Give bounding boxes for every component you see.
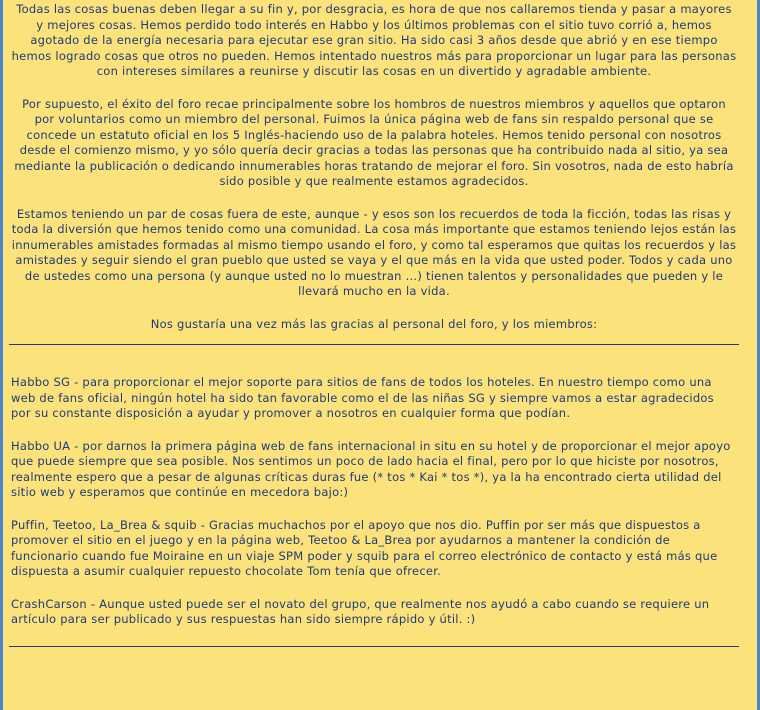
intro-paragraph-3: Estamos teniendo un par de cosas fuera de este, aunque - y esos son los recuerdos de toda la ficción, todas las risas y toda la diversión que hemos tenido como una comunidad. La cosa más importante que estamos teniendo lejos están las innumerables amistades formadas al mismo tiempo usando el foro, y como tal esperamos que quitas los recuerdos y las amistades y seguir siendo el gran pueblo que usted se vaya y el que más en la vida que usted poder. Todos y cada uno de ustedes como una persona (y aunque usted no lo muestran ...) tienen talentos y personalidades que pueden y le llevará mucho en la vida. [11,206,737,298]
credit-habbo-ua: Habbo UA - por darnos la primera página web de fans internacional in situ en su hotel y de proporcionar el mejor apoyo que puede siempre que sea posible. Nos sentimos un poco de lado hacia el final, pero por lo que hiciste por nosotros, realmente espero que a pesar de algunas críticas duras fue (* tos * Kai * tos *), ya la ha encontrado cierta utilidad del sitio web y esperamos que continúe en mecedora bajo:) [11,438,731,499]
credit-crashcarson: CrashCarson - Aunque usted puede ser el novato del grupo, que realmente nos ayudó a cabo cuando se requiere un artículo para ser publicado y sus respuestas han sido siempre rápido y útil. :) [11,596,710,626]
credit-habbo-sg: Habbo SG - para proporcionar el mejor soporte para sitios de fans de todos los hoteles. En nuestro tiempo como una web de fans oficial, ningún hotel ha sido tan favorable como el de las niñas SG y siempre vamos a estar agradecidos por su constante disposición a ayudar y promover a nosotros en cualquier forma que podían. [11,375,714,420]
intro-paragraph-1: Todas las cosas buenas deben llegar a su fin y, por desgracia, es hora de que nos callaremos tienda y pasar a mayores y mejores cosas. Hemos perdido todo interés en Habbo y los últimos problemas con el sitio tuvo corrió a, hemos agotado de la energía necesaria para ejecutar ese gran sitio. Ha sido casi 3 años desde que abrió y en ese tiempo hemos logrado cosas que otros no pueden. Hemos intentado nuestros más para proporcionar un lugar para las personas con intereses similares a reunirse y discutir las cosas en un divertido y agradable ambiente. [11,2,737,78]
divider-bottom [9,646,739,647]
post-content [3,0,757,710]
credit-staff-group: Puffin, Teetoo, La_Brea & squib - Gracias muchachos por el apoyo que nos dio. Puffin por ser más que dispuestos a promover el sitio en el juego y en la página web, Teetoo & La_Brea por ayudarnos a mantener la condición de funcionario cuando fue Moiraine en un viaje SPM poder y squib para el correo electrónico de contacto y está más que dispuesta a asumir cualquier repuesto chocolate Tom tenía que ofrecer. [11,517,718,578]
intro-section [11,2,737,332]
credits-section [11,345,737,628]
intro-paragraph-2: Por supuesto, el éxito del foro recae principalmente sobre los hombros de nuestros miembros y aquellos que optaron por voluntarios como un miembro del personal. Fuimos la única página web de fans sin respaldo personal que se concede un estatuto oficial en los 5 Inglés-haciendo uso de la palabra hoteles. Hemos tenido personal con nosotros desde el comienzo mismo, y yo sólo quería decir gracias a todas las personas que ha contribuido nada al sitio, ya sea mediante la publicación o dedicando innumerables horas tratando de mejorar el foro. Sin vosotros, nada de esto habría sido posible y que realmente estamos agradecidos. [14,96,734,188]
thanks-heading: Nos gustaría una vez más las gracias al personal del foro, y los miembros: [150,316,598,331]
